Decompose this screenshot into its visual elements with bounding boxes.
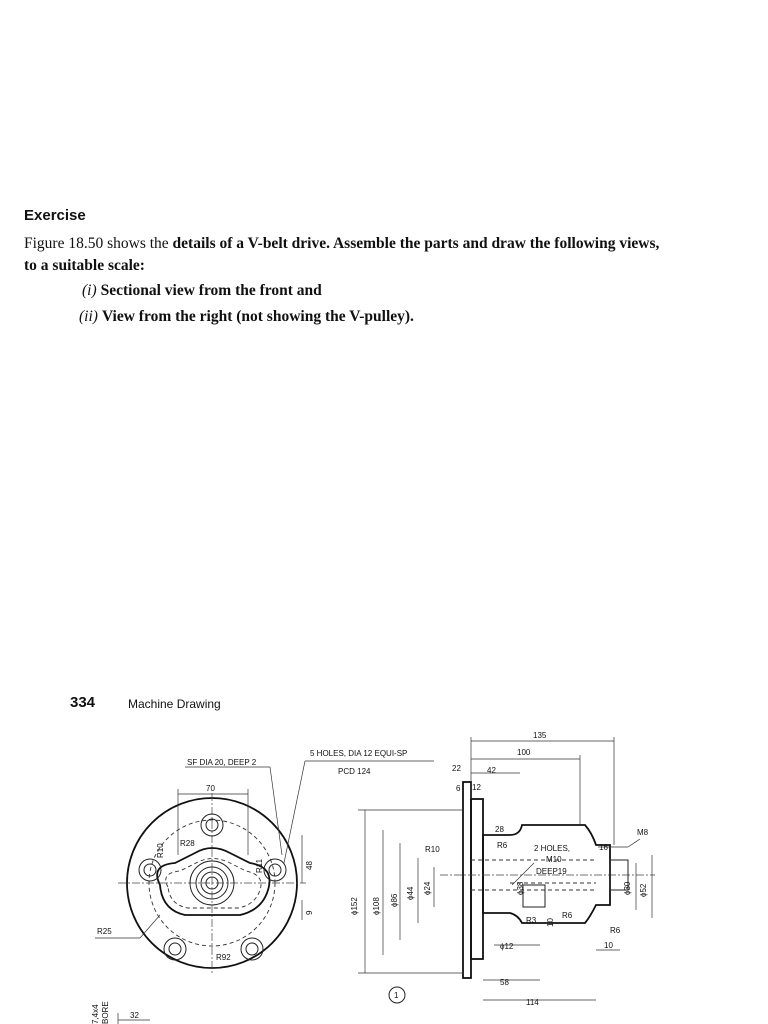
label-32: 32 xyxy=(130,1011,139,1020)
label-12: 12 xyxy=(472,783,481,792)
bolt-hole-right-inner xyxy=(269,864,281,876)
label-16: 16 xyxy=(599,843,608,852)
exercise-heading: Exercise xyxy=(24,207,86,224)
flange-spigot xyxy=(471,799,483,959)
label-r10-right: R10 xyxy=(425,845,440,854)
label-r11: R11 xyxy=(255,858,264,873)
page-title: Machine Drawing xyxy=(128,697,221,711)
label-r25: R25 xyxy=(97,927,112,936)
label-10b: 10 xyxy=(604,941,613,950)
m8-leader xyxy=(628,839,640,847)
label-2-holes: 2 HOLES, xyxy=(534,844,571,853)
label-9: 9 xyxy=(305,910,314,915)
para-line2: to a suitable scale: xyxy=(24,257,145,274)
label-phi24: ϕ24 xyxy=(423,881,432,895)
bolt-hole-right xyxy=(264,859,286,881)
label-phi12: ϕ12 xyxy=(500,942,514,951)
label-58: 58 xyxy=(500,978,509,987)
label-sf-dia: SF DIA 20, DEEP 2 xyxy=(187,758,257,767)
label-5-holes: 5 HOLES, DIA 12 EQUI-SP xyxy=(310,749,408,758)
page-number: 334 xyxy=(70,694,96,711)
label-28: 28 xyxy=(495,825,504,834)
bore-detail-fragment xyxy=(91,1001,150,1024)
item2-text: View from the right (not showing the V-pulley). xyxy=(101,308,414,325)
label-phi108: ϕ108 xyxy=(372,897,381,915)
bolt-hole-bl-inner xyxy=(169,943,181,955)
tapped-hole xyxy=(523,885,545,907)
exercise-item-2 xyxy=(79,308,414,326)
label-m8: M8 xyxy=(637,828,649,837)
label-100: 100 xyxy=(517,748,531,757)
bolt-hole-br xyxy=(241,938,263,960)
label-phi86: ϕ86 xyxy=(390,893,399,907)
label-114: 114 xyxy=(526,998,539,1007)
item1-number: (i) xyxy=(82,282,97,299)
flange-plate xyxy=(463,782,471,978)
label-phi52: ϕ52 xyxy=(639,883,648,897)
label-part-number: 1 xyxy=(394,991,399,1000)
item2-number: (ii) xyxy=(79,308,98,325)
label-phi44: ϕ44 xyxy=(406,886,415,900)
label-r92: R92 xyxy=(216,953,231,962)
right-view xyxy=(350,731,655,1007)
label-70: 70 xyxy=(206,784,215,793)
exercise-item-1 xyxy=(82,282,322,300)
label-135: 135 xyxy=(533,731,547,740)
label-deep19: DEEP19 xyxy=(536,867,567,876)
label-6: 6 xyxy=(456,784,461,793)
label-r10-left: R10 xyxy=(156,843,165,858)
label-22: 22 xyxy=(452,764,461,773)
para-bold: details of a V-belt drive. Assemble the parts and draw the following views, xyxy=(172,235,660,252)
r25-leader-2 xyxy=(140,915,160,938)
label-phi152: ϕ152 xyxy=(350,897,359,915)
label-key: 7,4x4 xyxy=(91,1004,100,1024)
label-r6-top: R6 xyxy=(497,841,508,850)
sf-leader xyxy=(270,767,282,855)
label-m10: M10 xyxy=(546,855,562,864)
label-phi38: ϕ38 xyxy=(516,881,525,895)
label-pcd: PCD 124 xyxy=(338,767,371,776)
label-42: 42 xyxy=(487,766,496,775)
label-10a: 10 xyxy=(546,918,555,927)
label-48: 48 xyxy=(305,861,314,870)
engineering-drawing xyxy=(0,715,768,1024)
label-r3: R3 xyxy=(526,916,537,925)
label-r6-right: R6 xyxy=(610,926,621,935)
bolt-hole-bl xyxy=(164,938,186,960)
label-bore: BORE xyxy=(101,1001,110,1024)
label-r28: R28 xyxy=(180,839,195,848)
item1-text: Sectional view from the front and xyxy=(100,282,322,299)
exercise-paragraph xyxy=(24,233,759,277)
bolt-hole-br-inner xyxy=(246,943,258,955)
label-r6-mid: R6 xyxy=(562,911,573,920)
label-phi30: ϕ30 xyxy=(623,881,632,895)
para-prefix: Figure 18.50 shows the xyxy=(24,235,173,252)
